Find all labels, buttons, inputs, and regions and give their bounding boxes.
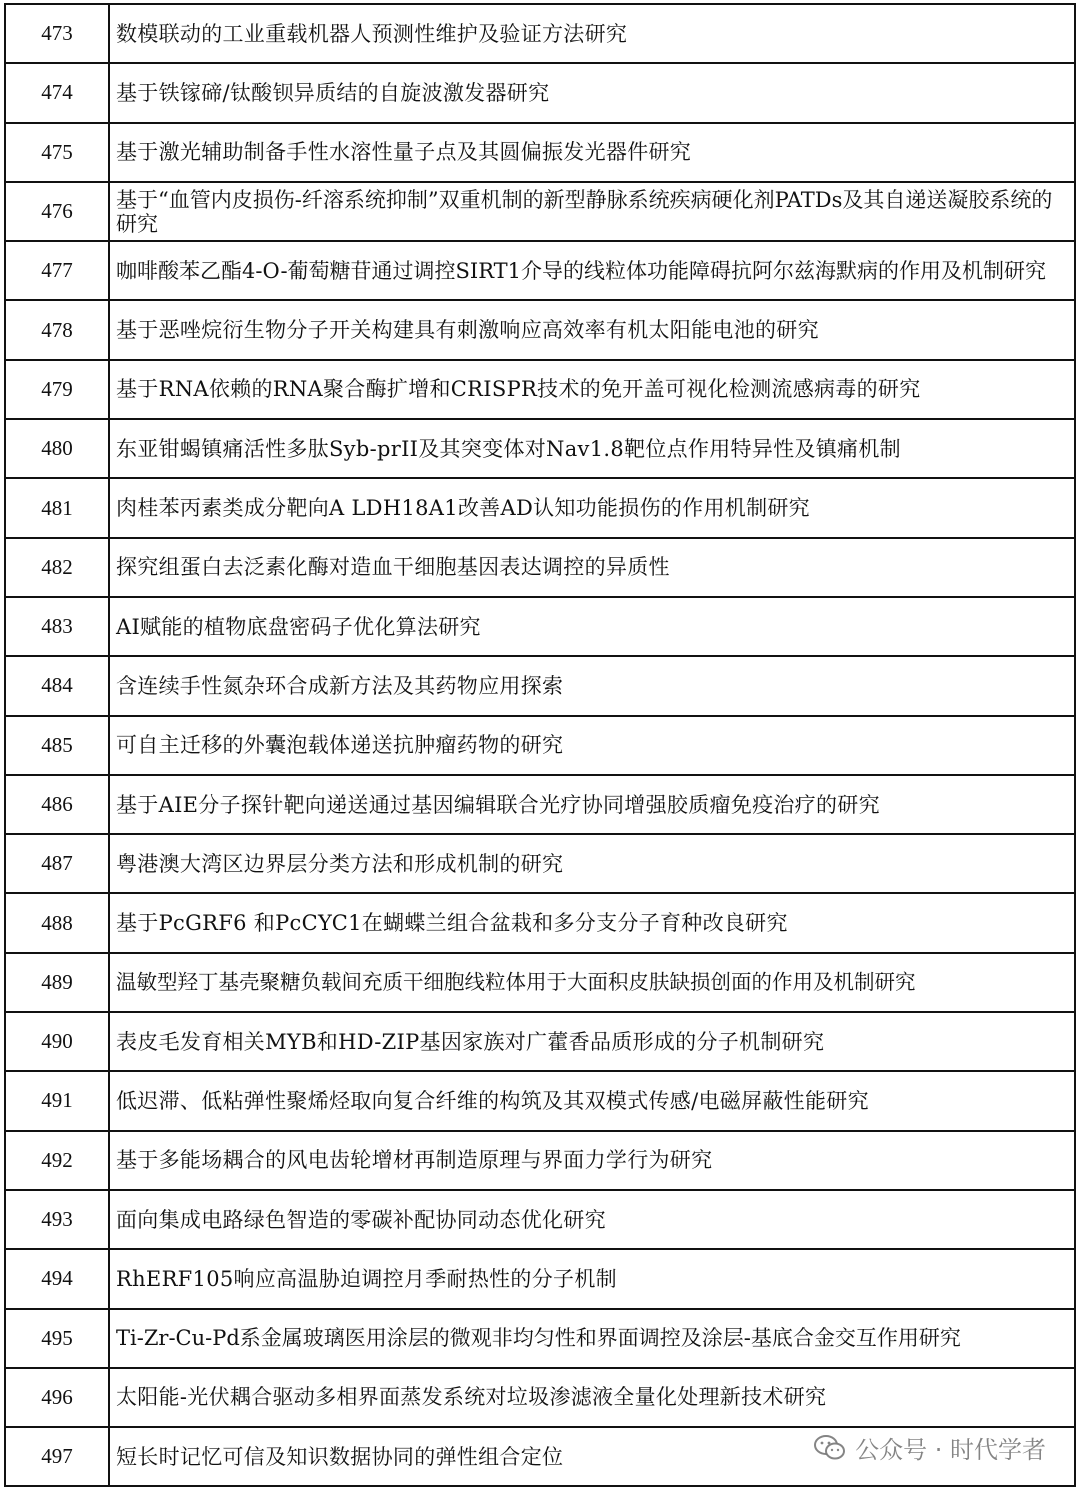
row-title: 基于激光辅助制备手性水溶性量子点及其圆偏振发光器件研究	[116, 140, 692, 165]
table-row	[6, 479, 1074, 538]
row-title: 基于多能场耦合的风电齿轮增材再制造原理与界面力学行为研究	[116, 1148, 713, 1173]
row-title: 表皮毛发育相关MYB和HD-ZIP基因家族对广藿香品质形成的分子机制研究	[116, 1029, 825, 1054]
table-row	[6, 776, 1074, 835]
table-row	[6, 64, 1074, 123]
table-row	[6, 420, 1074, 479]
row-title: 肉桂苯丙素类成分靶向A LDH18A1改善AD认知功能损伤的作用机制研究	[116, 496, 810, 521]
row-number: 496	[6, 1369, 110, 1426]
row-title: 咖啡酸苯乙酯4-O-葡萄糖苷通过调控SIRT1介导的线粒体功能障碍抗阿尔兹海默病的作用及机制研究	[116, 258, 1047, 283]
table-row	[6, 1132, 1074, 1191]
row-number: 478	[6, 301, 110, 358]
row-number: 497	[6, 1428, 110, 1485]
table-row	[6, 1191, 1074, 1250]
table-row	[6, 1310, 1074, 1369]
table-row	[6, 1369, 1074, 1428]
table-row	[6, 183, 1074, 242]
table-row	[6, 539, 1074, 598]
row-title: 基于恶唑烷衍生物分子开关构建具有刺激响应高效率有机太阳能电池的研究	[116, 318, 819, 343]
row-title: 基于AIE分子探针靶向递送通过基因编辑联合光疗协同增强胶质瘤免疫治疗的研究	[116, 792, 880, 817]
row-number: 494	[6, 1250, 110, 1307]
row-number: 482	[6, 539, 110, 596]
watermark	[813, 1430, 1046, 1465]
row-number: 491	[6, 1072, 110, 1129]
table-row	[6, 301, 1074, 360]
row-title: AI赋能的植物底盘密码子优化算法研究	[116, 614, 481, 639]
row-title: 可自主迁移的外囊泡载体递送抗肿瘤药物的研究	[116, 733, 564, 758]
table-row	[6, 5, 1074, 64]
row-title: 粤港澳大湾区边界层分类方法和形成机制的研究	[116, 851, 564, 876]
row-number: 473	[6, 5, 110, 62]
row-title: 数模联动的工业重载机器人预测性维护及验证方法研究	[116, 21, 628, 46]
table-row	[6, 361, 1074, 420]
row-number: 474	[6, 64, 110, 121]
table-row	[6, 835, 1074, 894]
row-number: 483	[6, 598, 110, 655]
row-title: 基于PcGRF6 和PcCYC1在蝴蝶兰组合盆栽和多分支分子育种改良研究	[116, 911, 788, 936]
row-title: 温敏型羟丁基壳聚糖负载间充质干细胞线粒体用于大面积皮肤缺损创面的作用及机制研究	[116, 970, 916, 995]
row-number: 481	[6, 479, 110, 536]
table-row	[6, 717, 1074, 776]
row-title: 太阳能-光伏耦合驱动多相界面蒸发系统对垃圾渗滤液全量化处理新技术研究	[116, 1385, 827, 1410]
row-number: 480	[6, 420, 110, 477]
table-row	[6, 124, 1074, 183]
row-number: 490	[6, 1013, 110, 1070]
table-row	[6, 1013, 1074, 1072]
wechat-icon	[813, 1434, 847, 1462]
table-row	[6, 657, 1074, 716]
row-number: 476	[6, 183, 110, 240]
row-number: 488	[6, 894, 110, 951]
row-number: 492	[6, 1132, 110, 1189]
row-title: Ti-Zr-Cu-Pd系金属玻璃医用涂层的微观非均匀性和界面调控及涂层-基底合金交互作用研究	[116, 1326, 961, 1351]
table-row	[6, 1072, 1074, 1131]
row-number: 485	[6, 717, 110, 774]
table-row	[6, 242, 1074, 301]
row-number: 493	[6, 1191, 110, 1248]
row-number: 484	[6, 657, 110, 714]
table-row	[6, 1250, 1074, 1309]
row-number: 486	[6, 776, 110, 833]
row-number: 487	[6, 835, 110, 892]
row-title: 探究组蛋白去泛素化酶对造血干细胞基因表达调控的异质性	[116, 555, 670, 580]
table-row	[6, 598, 1074, 657]
row-title: 低迟滞、低粘弹性聚烯烃取向复合纤维的构筑及其双模式传感/电磁屏蔽性能研究	[116, 1088, 869, 1113]
row-number: 495	[6, 1310, 110, 1367]
row-number: 477	[6, 242, 110, 299]
row-title: 面向集成电路绿色智造的零碳补配协同动态优化研究	[116, 1207, 606, 1232]
row-title: RhERF105响应高温胁迫调控月季耐热性的分子机制	[116, 1266, 617, 1291]
table-row	[6, 954, 1074, 1013]
row-title: 含连续手性氮杂环合成新方法及其药物应用探索	[116, 673, 564, 698]
watermark-text: 公众号 · 时代学者	[855, 1436, 1046, 1464]
row-title: 东亚钳蝎镇痛活性多肽Syb-prII及其突变体对Nav1.8靶位点作用特异性及镇痛机制	[116, 436, 901, 461]
table-row	[6, 894, 1074, 953]
row-number: 479	[6, 361, 110, 418]
row-title: 基于RNA依赖的RNA聚合酶扩增和CRISPR技术的免开盖可视化检测流感病毒的研究	[116, 377, 921, 402]
row-number: 475	[6, 124, 110, 181]
row-number: 489	[6, 954, 110, 1011]
project-table	[4, 3, 1076, 1487]
row-title: 基于铁镓碲/钛酸钡异质结的自旋波激发器研究	[116, 80, 550, 105]
row-title: 短长时记忆可信及知识数据协同的弹性组合定位	[116, 1444, 564, 1469]
row-title: 基于“血管内皮损伤-纤溶系统抑制”双重机制的新型静脉系统疾病硬化剂PATDs及其自递送凝胶系统的研究	[116, 187, 1053, 236]
